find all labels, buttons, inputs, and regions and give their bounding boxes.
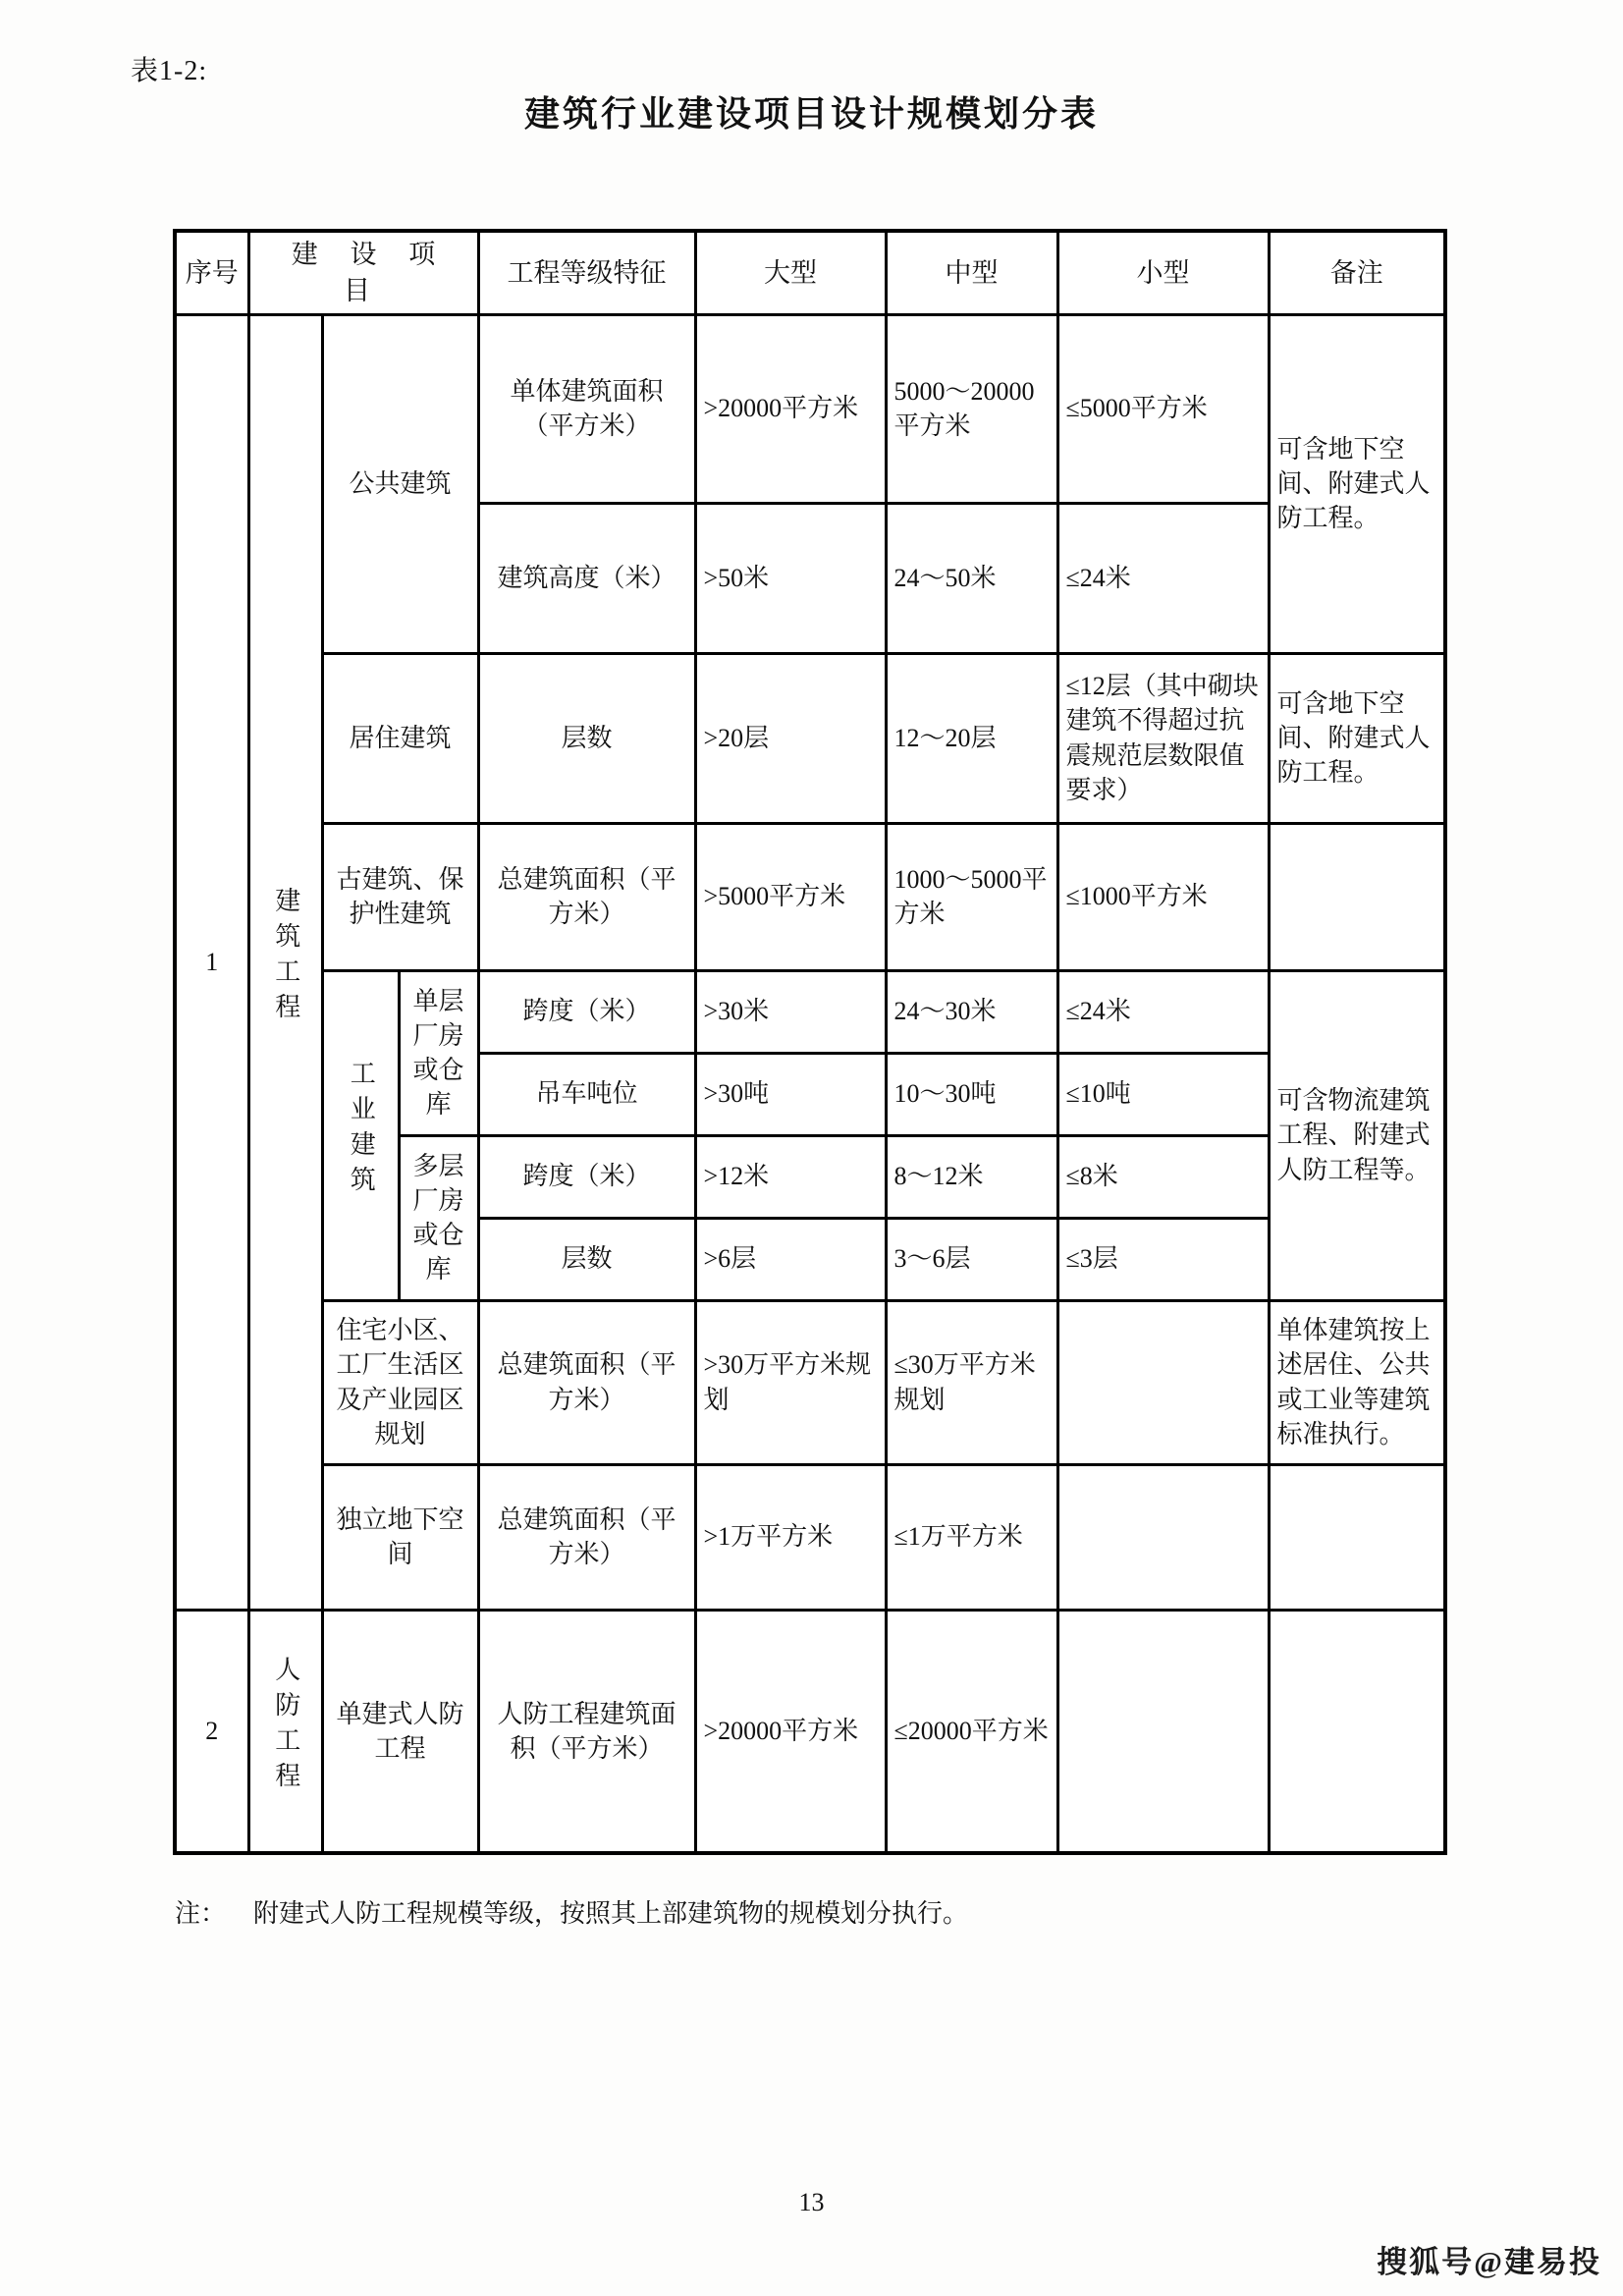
table-row [175, 314, 1445, 503]
feature-cell: 总建筑面积（平方米） [478, 1464, 695, 1610]
remark-cell-empty [1269, 823, 1445, 970]
subcategory-standalone-civil-defense-cell: 单建式人防工程 [322, 1610, 478, 1853]
feature-cell: 总建筑面积（平方米） [478, 1300, 695, 1464]
large-value-cell: >20000平方米 [695, 1610, 886, 1853]
page-number: 13 [798, 2188, 825, 2216]
feature-cell: 跨度（米） [478, 970, 695, 1053]
small-value-cell: ≤24米 [1057, 970, 1269, 1053]
scale-classification-table [173, 229, 1447, 1855]
col-header-medium: 中型 [886, 231, 1057, 314]
table-row [175, 1300, 1445, 1464]
remark-cell: 可含地下空间、附建式人防工程。 [1269, 653, 1445, 823]
medium-value-cell: ≤1万平方米 [886, 1464, 1057, 1610]
medium-value-cell: ≤30万平方米规划 [886, 1300, 1057, 1464]
small-value-cell: ≤8米 [1057, 1135, 1269, 1218]
large-value-cell: >20层 [695, 653, 886, 823]
remark-cell-empty [1269, 1610, 1445, 1853]
large-value-cell: >30米 [695, 970, 886, 1053]
table-row [175, 653, 1445, 823]
medium-value-cell: 24～50米 [886, 503, 1057, 653]
page-title: 建筑行业建设项目设计规模划分表 [523, 94, 1099, 134]
subcategory-industrial-building-cell [322, 970, 399, 1300]
vertical-text: 建筑工程 [271, 886, 300, 1028]
category-civil-defense-cell [248, 1610, 322, 1853]
vertical-text: 工业建筑 [347, 1060, 376, 1202]
remark-cell: 可含地下空间、附建式人防工程。 [1269, 314, 1445, 653]
table-row [175, 1610, 1445, 1853]
serial-number-cell: 1 [175, 314, 248, 1610]
small-value-cell: ≤3层 [1057, 1218, 1269, 1300]
small-value-cell-empty [1057, 1610, 1269, 1853]
small-value-cell: ≤1000平方米 [1057, 823, 1269, 970]
feature-cell: 建筑高度（米） [478, 503, 695, 653]
small-value-cell: ≤5000平方米 [1057, 314, 1269, 503]
subcategory-residential-building-cell: 居住建筑 [322, 653, 478, 823]
col-header-serial: 序号 [175, 231, 248, 314]
table-row [175, 823, 1445, 970]
col-header-remark: 备注 [1269, 231, 1445, 314]
feature-cell: 人防工程建筑面积（平方米） [478, 1610, 695, 1853]
subtype-single-storey-cell: 单层厂房或仓库 [399, 970, 478, 1135]
medium-value-cell: 3～6层 [886, 1218, 1057, 1300]
vertical-text: 人防工程 [271, 1656, 300, 1798]
medium-value-cell: 5000～20000平方米 [886, 314, 1057, 503]
medium-value-cell: 12～20层 [886, 653, 1057, 823]
medium-value-cell: 10～30吨 [886, 1053, 1057, 1135]
medium-value-cell: 8～12米 [886, 1135, 1057, 1218]
footnote-text: 附建式人防工程规模等级，按照其上部建筑物的规模划分执行。 [253, 1899, 969, 1928]
large-value-cell: >1万平方米 [695, 1464, 886, 1610]
header-row [175, 231, 1445, 314]
large-value-cell: >5000平方米 [695, 823, 886, 970]
large-value-cell: >20000平方米 [695, 314, 886, 503]
remark-cell: 单体建筑按上述居住、公共或工业等建筑标准执行。 [1269, 1300, 1445, 1464]
medium-value-cell: ≤20000平方米 [886, 1610, 1057, 1853]
feature-cell: 层数 [478, 653, 695, 823]
small-value-cell-empty [1057, 1464, 1269, 1610]
table-row [175, 970, 1445, 1053]
category-building-engineering-cell [248, 314, 322, 1610]
remark-cell: 可含物流建筑工程、附建式人防工程等。 [1269, 970, 1445, 1300]
remark-cell [1269, 1464, 1445, 1610]
footnote-label: 注： [175, 1899, 227, 1928]
small-value-cell-empty [1057, 1300, 1269, 1464]
large-value-cell: >50米 [695, 503, 886, 653]
small-value-cell: ≤24米 [1057, 503, 1269, 653]
medium-value-cell: 24～30米 [886, 970, 1057, 1053]
footnote [175, 1893, 1451, 1930]
subtype-multi-storey-cell: 多层厂房或仓库 [399, 1135, 478, 1300]
feature-cell: 层数 [478, 1218, 695, 1300]
feature-cell: 吊车吨位 [478, 1053, 695, 1135]
watermark-text: 搜狐号@建易投 [1377, 2245, 1601, 2279]
small-value-cell: ≤10吨 [1057, 1053, 1269, 1135]
small-value-cell: ≤12层（其中砌块建筑不得超过抗震规范层数限值要求） [1057, 653, 1269, 823]
table-row [175, 1464, 1445, 1610]
feature-cell: 单体建筑面积（平方米） [478, 314, 695, 503]
large-value-cell: >30吨 [695, 1053, 886, 1135]
subcategory-public-building-cell: 公共建筑 [322, 314, 478, 653]
large-value-cell: >12米 [695, 1135, 886, 1218]
serial-number-cell: 2 [175, 1610, 248, 1853]
table-label: 表1-2: [131, 56, 208, 86]
feature-cell: 跨度（米） [478, 1135, 695, 1218]
feature-cell: 总建筑面积（平方米） [478, 823, 695, 970]
col-header-large: 大型 [695, 231, 886, 314]
large-value-cell: >30万平方米规划 [695, 1300, 886, 1464]
medium-value-cell: 1000～5000平方米 [886, 823, 1057, 970]
subcategory-underground-space-cell: 独立地下空间 [322, 1464, 478, 1610]
subcategory-historic-building-cell: 古建筑、保护性建筑 [322, 823, 478, 970]
subcategory-residential-district-cell: 住宅小区、工厂生活区及产业园区规划 [322, 1300, 478, 1464]
col-header-small: 小型 [1057, 231, 1269, 314]
col-header-grade-feature: 工程等级特征 [478, 231, 695, 314]
large-value-cell: >6层 [695, 1218, 886, 1300]
col-header-project: 建 设 项 目 [248, 231, 478, 314]
